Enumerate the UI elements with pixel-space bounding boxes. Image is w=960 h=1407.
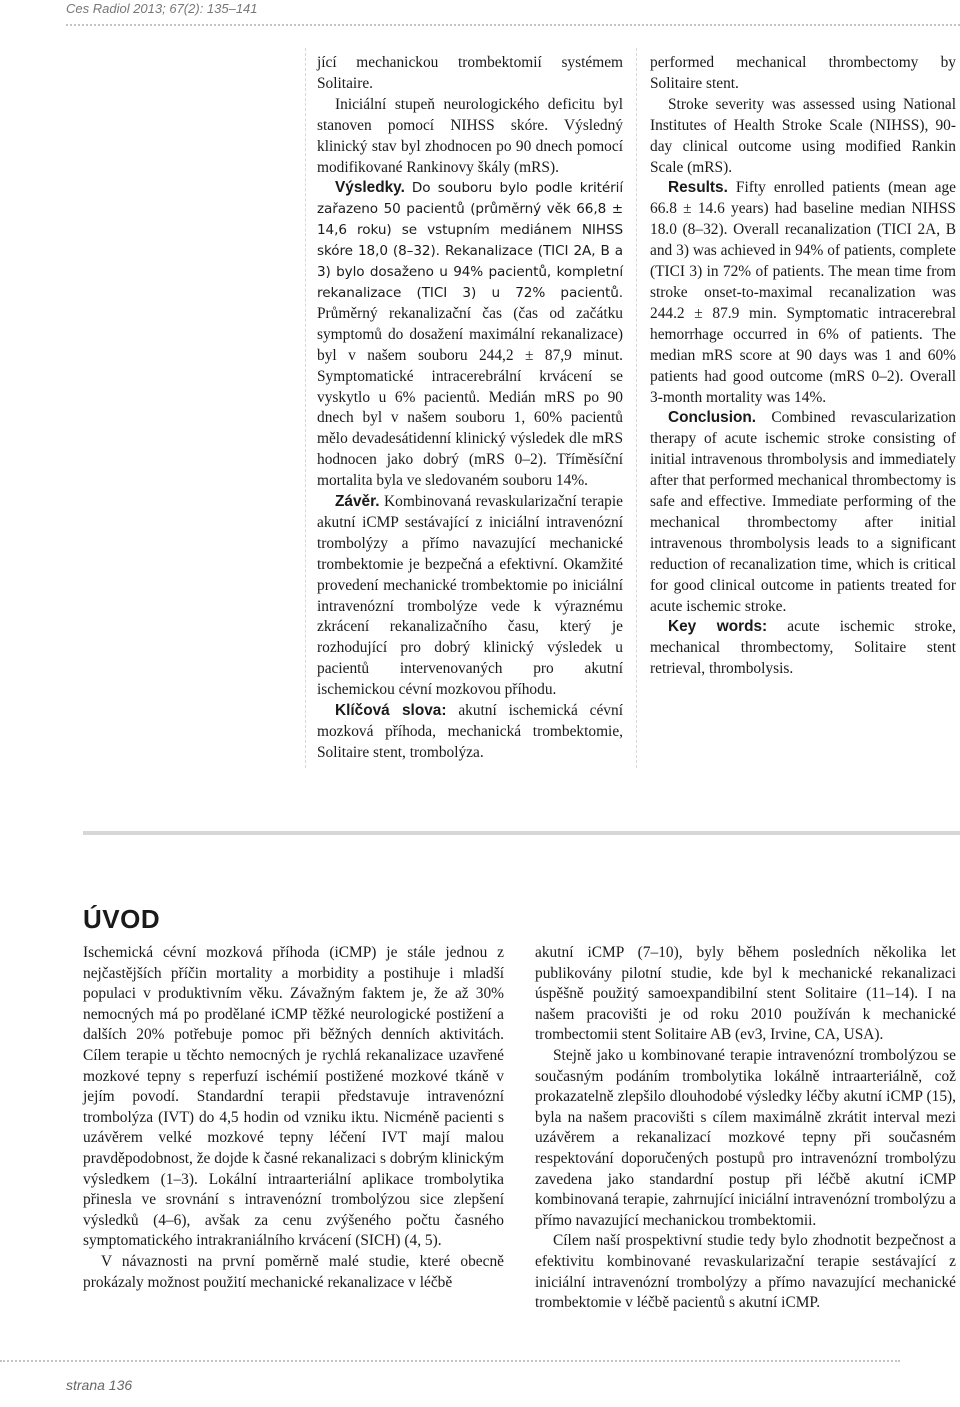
- body-paragraph: Stejně jako u kombinované terapie intravenózní trombolýzou se současným podáním trombolytika lokálně intraarteriálně, což prokazatelně zlepšilo dlouhodobé výsledky léčby akutní iCMP (15), byla na našem pracovišti s cílem maximálně zkrátit interval mezi uzávěrem a rekanalizací mozkové tepny při současném respektování doporučených postupů pro intravenózní trombolýzu zavedena jako standardní postup při léčbě akutní iCMP kombinovaná terapie, zahrnující iniciální intravenózní trombolýzu a přímo navazující mechanickou trombektomii.: [535, 1046, 956, 1229]
- keywords-label: Key words:: [668, 618, 768, 636]
- body-column-left: [83, 943, 504, 1293]
- page-header: [66, 0, 960, 26]
- results-label: Results.: [668, 179, 728, 197]
- body-column-right: [535, 943, 956, 1314]
- results-text: Fifty enrolled patients (mean age 66.8 ± 14.6 years) had baseline median NIHSS 18.0 (8–32). Overall recanalization (TICI 2A, B and 3) was achieved in 94% of patients, complete (TICI 3) in 72% of patients. The mean time from stroke onset-to-maximal recanalization was 244.2 ± 87.9 min. Symptomatic intracerebral hemorrhage occurred in 6% of patients. The median mRS score at 90 days was 1 and 60% patients had good outcome (mRS 0–2). Overall 3-month mortality was 14%.: [650, 179, 956, 406]
- body-paragraph: Ischemická cévní mozková příhoda (iCMP) je stále jednou z nejčastějších příčin mortality a morbidity a postihuje i mladší populaci v produktivním věku. Závažným faktem je, že až 30% nemocných má po prodělané iCMP těžké neurologické postižení a dalších 20% potřebuje pomoc při běžných denních aktivitách. Cílem terapie u těchto nemocných je rychlá rekanalizace uzavřené mozkové tepny s reperfuzí ischémií postižené mozkové tkáně v jejím povodí. Standardní terapii představuje intravenózní trombolýza (IVT) do 4,5 hodin od vzniku iktu. Nicméně pacienti s uzávěrem velké mozkové tepny léčení IVT mají malou pravděpodobnost, že dojde k časné rekanalizaci s dobrým klinickým výsledkem (1–3). Lokální intraarteriální aplikace trombolytika přinesla ve srovnání s intravenózní trombolýzou sice zlepšení výsledků (4–6), avšak za cenu zvýšeného počtu časného symptomatického intrakraniálního krvácení (SICH) (4, 5).: [83, 944, 504, 1250]
- abstract-czech: [317, 53, 623, 764]
- section-divider: [83, 831, 960, 835]
- abstract-en-keywords: [650, 617, 956, 680]
- conclusion-text: Combined revascularization therapy of acute ischemic stroke consisting of initial intravenous thrombolysis and immediately after that performed mechanical thrombectomy is safe and effective. Immediate performing of the mechanical thrombectomy after initial intravenous thrombolysis leads to a significant reduction of recanalization time, which is critical for good clinical outcome in patients treated for acute ischemic stroke.: [650, 409, 956, 615]
- body-paragraph: akutní iCMP (7–10), byly během posledních několika let publikovány pilotní studie, kde byl k mechanické rekanalizaci úspěšně použitý samoexpandibilní stent Solitaire (11–14). I na našem pracovišti je od roku 2010 používán k mechanické trombectomii stent Solitaire AB (ev3, Irvine, CA, USA).: [535, 944, 956, 1044]
- keywords-text: akutní ischemická cévní mozková příhoda, mechanická trombektomie, Solitaire stent, trombolýza.: [317, 702, 623, 761]
- keywords-label: Klíčová slova:: [335, 702, 447, 720]
- journal-citation: Ces Radiol 2013; 67(2): 135–141: [66, 1, 258, 16]
- footer-rule: [0, 1360, 900, 1362]
- abstract-en-paragraph: performed mechanical thrombectomy by Solitaire stent.: [650, 54, 956, 92]
- abstract-english: [650, 53, 956, 680]
- abstract-en-conclusion: [650, 408, 956, 617]
- body-paragraph: Cílem naší prospektivní studie tedy bylo zhodnotit bezpečnost a efektivitu kombinované revaskularizační terapie sestávající z iniciální intravenózní trombolýzy a přímo navazující mechanické trombektomie v léčbě pacientů s akutní iCMP.: [535, 1232, 956, 1312]
- conclusion-label: Závěr.: [335, 493, 380, 511]
- abstract-cz-conclusion: [317, 492, 623, 701]
- column-divider-middle: [636, 48, 637, 768]
- keywords-text: acute ischemic stroke, mechanical thrombectomy, Solitaire stent retrieval, thrombolysis.: [650, 618, 956, 678]
- results-text: Průměrný rekanalizační čas (čas od začátku symptomů do dosažení maximální rekanalizace) byl v našem souboru 244,2 ± 87,9 minut. Symptomatické intracerebrální krvácení se vyskytlo u 6% pacientů. Medián mRS po 90 dnech byl v našem souboru 1, 60% pacientů mělo devadesátidenní klinický výsledek dle mRS hodnocen jako dobrý (mRS 0–2). Tříměsíční mortalita byla ve sledovaném souboru 14%.: [317, 304, 623, 490]
- abstract-en-results: [650, 178, 956, 408]
- abstract-cz-results: [317, 178, 623, 492]
- results-text: Do souboru bylo podle kritérií zařazeno 50 pacientů (průměrný věk 66,8 ± 14,6 roku) se vstupním mediánem NIHSS skóre 18,0 (8–32). Rekanalizace (TICI 2A, B a 3) bylo dosaženo u 94% pacientů, kompletní rekanalizace (TICI 3) u 72% pacientů.: [317, 180, 623, 301]
- body-paragraph: V návaznosti na první poměrně malé studie, které obecně prokázaly možnost použití mechanické rekanalizace v léčbě: [83, 1252, 504, 1291]
- results-label: Výsledky.: [335, 179, 405, 197]
- abstract-en-paragraph: Stroke severity was assessed using National Institutes of Health Stroke Scale (NIHSS), 90-day clinical outcome using modified Rankin Scale (mRS).: [650, 95, 956, 176]
- page-number: strana 136: [66, 1377, 133, 1393]
- section-heading: ÚVOD: [83, 904, 161, 934]
- abstract-cz-keywords: [317, 701, 623, 764]
- abstract-cz-paragraph: jící mechanickou trombektomií systémem Solitaire.: [317, 54, 623, 92]
- abstract-cz-paragraph: Iniciální stupeň neurologického deficitu byl stanoven pomocí NIHSS skóre. Výsledný klinický stav byl zhodnocen po 90 dnech pomocí modifikované Rankinovy škály (mRS).: [317, 95, 623, 176]
- conclusion-label: Conclusion.: [668, 409, 757, 427]
- conclusion-text: Kombinovaná revaskularizační terapie akutní iCMP sestávající z iniciální intravenózní trombolýzy a přímo navazující mechanické trombektomie je bezpečná a efektivní. Okamžité provedení mechanické trombektomie po iniciální intravenózní trombolýze vede k výraznému zkrácení rekanalizačního času, který je rozhodující pro dobrý klinický výsledek u pacientů intervenovaných pro akutní ischemickou cévní mozkovou příhodu.: [317, 493, 623, 699]
- column-divider-left: [305, 48, 306, 768]
